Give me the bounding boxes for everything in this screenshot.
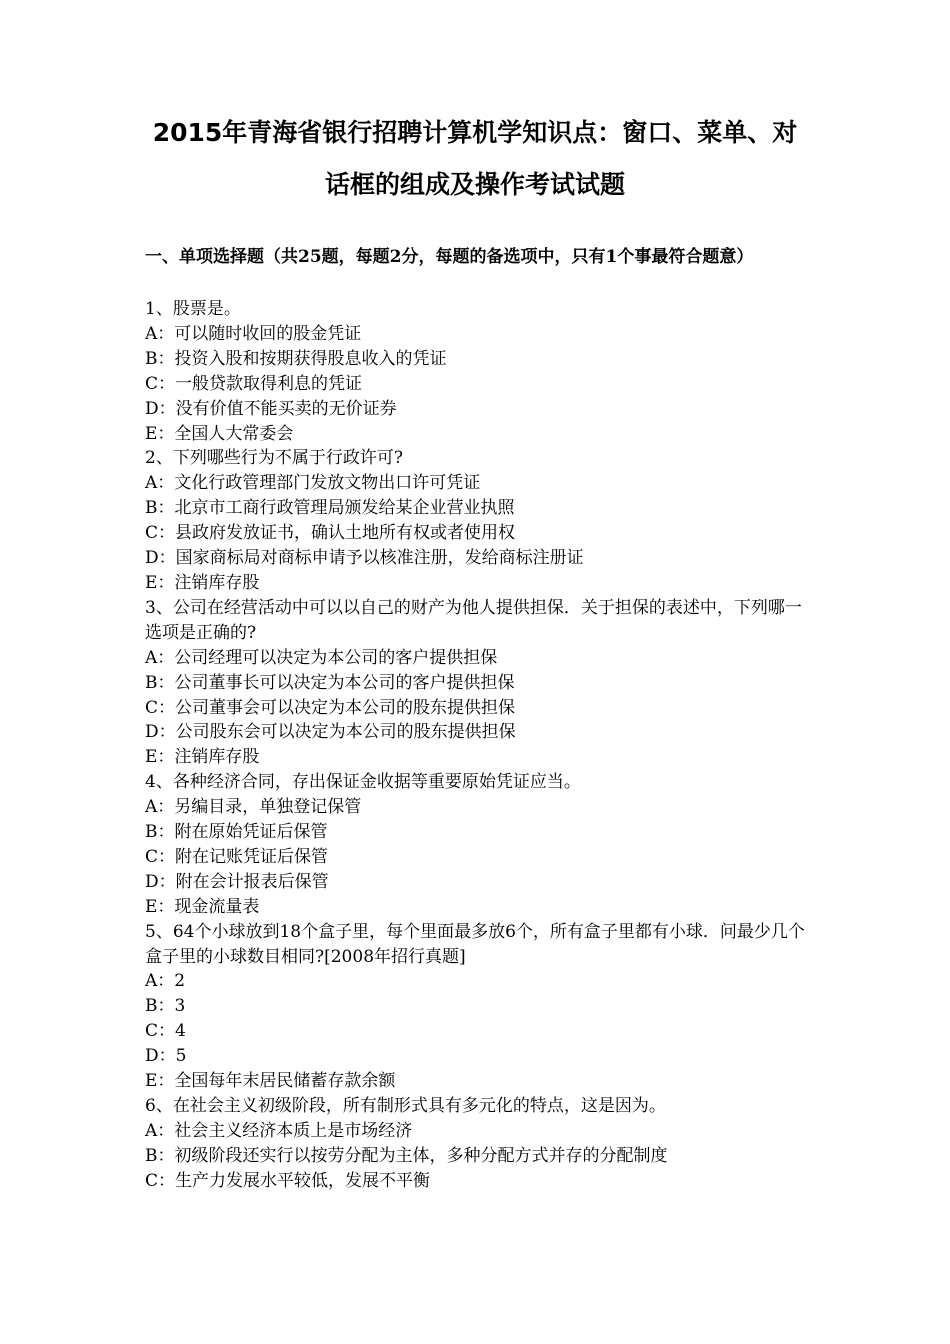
section-heading: 一、单项选择题（共25题，每题2分，每题的备选项中，只有1个事最符合题意）	[145, 247, 754, 267]
document-title-line-2: 话框的组成及操作考试试题	[324, 170, 625, 199]
answer-option: B：北京市工商行政管理局颁发给某企业营业执照	[145, 498, 515, 519]
answer-option: E：现金流量表	[145, 896, 260, 917]
answer-option: C：生产力发展水平较低，发展不平衡	[145, 1170, 431, 1191]
question-stem: 6、在社会主义初级阶段，所有制形式具有多元化的特点，这是因为。	[145, 1096, 666, 1116]
answer-option: E：全国每年末居民储蓄存款余额	[145, 1071, 396, 1092]
document-title-line-1: 2015年青海省银行招聘计算机学知识点：窗口、菜单、对	[152, 118, 798, 147]
answer-option: B：附在原始凭证后保管	[145, 822, 328, 843]
answer-option: A：公司经理可以决定为本公司的客户提供担保	[145, 647, 498, 668]
answer-option: A：文化行政管理部门发放文物出口许可凭证	[145, 473, 481, 494]
answer-option: B：初级阶段还实行以按劳分配为主体，多种分配方式并存的分配制度	[145, 1145, 668, 1166]
answer-option: A：可以随时收回的股金凭证	[145, 323, 362, 344]
answer-option: A：另编目录，单独登记保管	[145, 797, 362, 818]
answer-option: A：社会主义经济本质上是市场经济	[145, 1120, 413, 1141]
answer-option: D：公司股东会可以决定为本公司的股东提供担保	[145, 722, 516, 743]
answer-option: D：5	[145, 1046, 187, 1067]
question-list	[145, 297, 815, 1194]
question-stem: 5、64个小球放到18个盒子里，每个里面最多放6个，所有盒子里都有小球．问最少几个盒子里的小球数目相同?[2008年招行真题]	[145, 921, 805, 967]
answer-option: C：公司董事会可以决定为本公司的股东提供担保	[145, 697, 516, 718]
answer-option: D：没有价值不能买卖的无价证券	[145, 398, 397, 419]
answer-option: C：县政府发放证书，确认土地所有权或者使用权	[145, 523, 516, 544]
answer-option: C：一般贷款取得利息的凭证	[145, 373, 363, 394]
answer-option: E：注销库存股	[145, 747, 260, 768]
answer-option: C：4	[145, 1021, 186, 1042]
answer-option: B：3	[145, 996, 186, 1017]
answer-option: D：国家商标局对商标申请予以核准注册，发给商标注册证	[145, 548, 584, 569]
question-stem: 2、下列哪些行为不属于行政许可?	[145, 448, 403, 469]
answer-option: C：附在记账凭证后保管	[145, 846, 329, 867]
question-stem: 3、公司在经营活动中可以以自己的财产为他人提供担保．关于担保的表述中，下列哪一选项是正确的?	[145, 597, 802, 643]
question-stem: 4、各种经济合同，存出保证金收据等重要原始凭证应当。	[145, 772, 581, 793]
question-stem: 1、股票是。	[145, 299, 241, 319]
answer-option: E：全国人大常委会	[145, 423, 294, 444]
answer-option: D：附在会计报表后保管	[145, 871, 329, 892]
answer-option: B：投资入股和按期获得股息收入的凭证	[145, 348, 447, 369]
answer-option: A：2	[145, 971, 186, 992]
answer-option: E：注销库存股	[145, 572, 260, 593]
answer-option: B：公司董事长可以决定为本公司的客户提供担保	[145, 672, 515, 693]
